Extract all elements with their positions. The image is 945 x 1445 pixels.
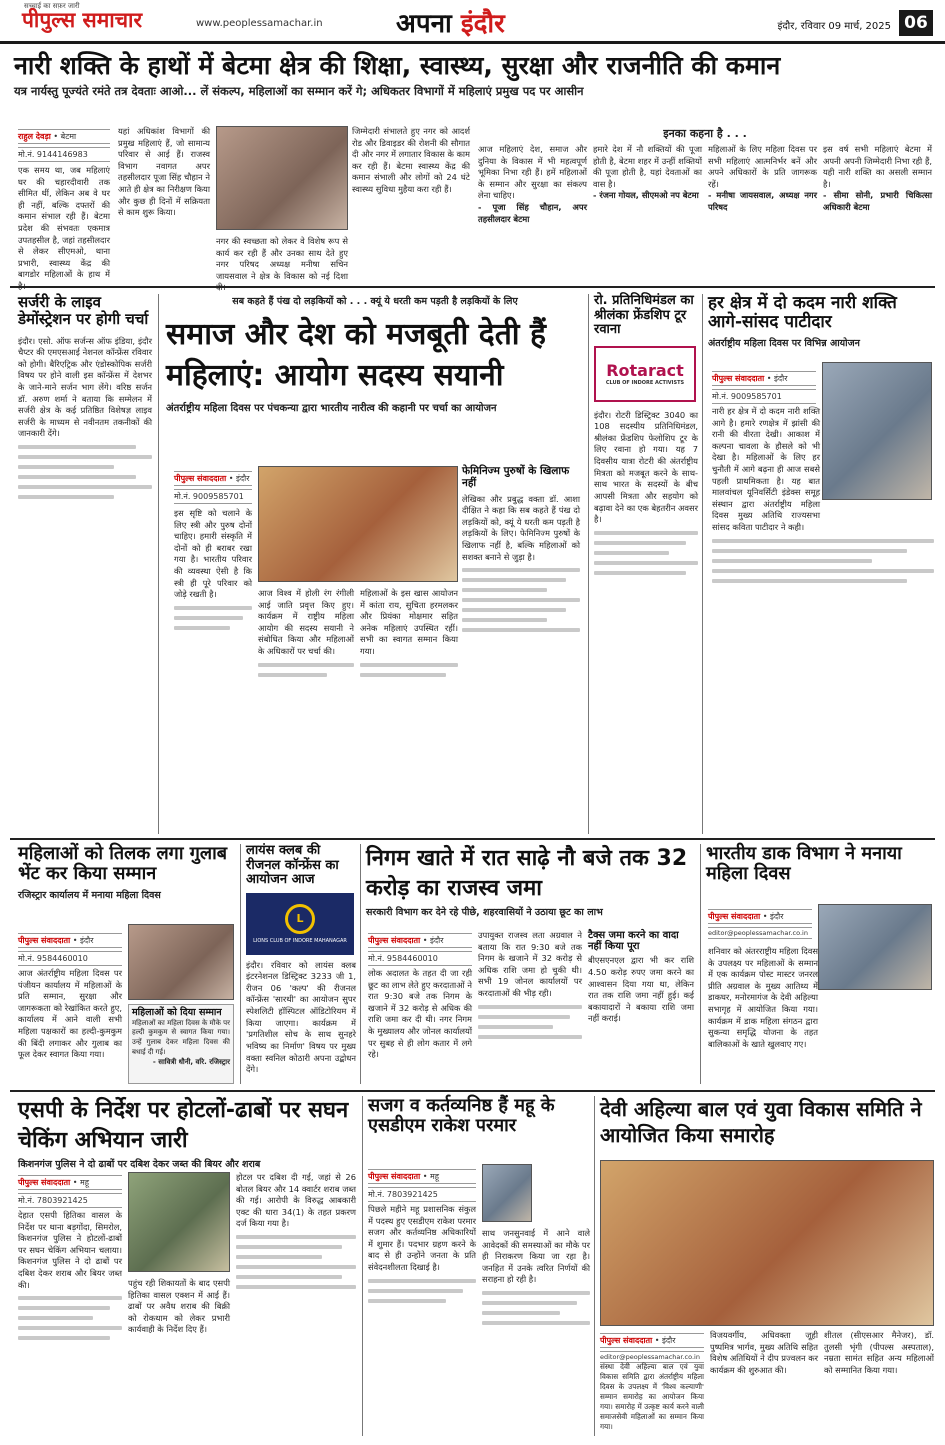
daak-text: शनिवार को अंतरराष्ट्रीय महिला दिवस के उपलक्ष्य पर महिलाओं के सम्मान में एक कार्यक्रम पोस्ट मास्टर जनरल प्रीति अग्रवाल के मुख्य आतिथ्य में डाकघर, मनोरमागंज के देवी अहिल्या सभागृह में आयोजित किया गया। कार्यक्रम में डाक महिला संगठन द्वारा सुकन्या समृद्धि योजना के तहत बालिकाओं के खाते खुलवाए गए। (708, 946, 818, 1049)
ahilya-col-3 (824, 1330, 934, 1436)
ayog-subhead: अंतर्राष्ट्रीय महिला दिवस पर पंचकन्या द्वारा भारतीय नारीत्व की कहानी पर चर्चा का आयोजन (166, 403, 497, 414)
sp-col-2-text: पहुंच रही शिकायतों के बाद एसपी हितिका वासल एक्शन में आई हैं। ढाबों पर अवैध शराब की बिक्री को रोकथाम को लेकर प्रभारी कार्यवाही के निर्देश दिए हैं। (128, 1278, 230, 1335)
mhow-byline-box (368, 1166, 476, 1198)
rotary-text: इंदौर। रोटरी डिस्ट्रिक्ट 3040 का 108 सदस्यीय प्रतिनिधिमंडल, श्रीलंका फ्रेंडशिप फेलोशिप टूर के लिए रवाना हो गया। यह 7 दिवसीय यात्रा रोटरी की अंतर्राष्ट्रीय मित्रता को मजबूत करने के साथ-साथ भारत के सदस्यों के बीच आपसी मित्रता और सहयोग को बढ़ावा देने का एक बेहतरीन अवसर है। (594, 409, 698, 525)
lead-col-3 (216, 236, 348, 281)
ahilya-byline: पीपुल्स संवाददाता • इंदौर (600, 1333, 704, 1348)
lead-headline: नारी शक्ति के हाथों में बेटमा क्षेत्र की शिक्षा, स्वास्थ्य, सुरक्षा और राजनीति की कमान (14, 51, 781, 80)
sp-byline-box (18, 1172, 122, 1204)
nigam-phone: मो.नं. 9584460010 (368, 951, 472, 966)
sp-col-3 (236, 1172, 356, 1436)
rotaract-logo: Rotaract CLUB OF INDORE ACTIVISTS (594, 346, 696, 402)
mhow-headline: सजग व कर्तव्यनिष्ठ हैं महू के एसडीएम राकेश परमार (368, 1095, 555, 1137)
masthead (0, 0, 945, 44)
saansad-text-box (712, 406, 934, 832)
nigam-side-title: टैक्स जमा करने का वादा नहीं किया पूरा (588, 930, 679, 953)
divider (158, 294, 159, 834)
lead-col-1-text: एक समय था, जब महिलाएं घर की चहारदीवारी तक सीमित थीं, लेकिन अब वे घर ही नहीं, बल्कि दफ्तरों की कमान संभाल रही हैं। बेटमा प्रदेश की संभवतः एकमात्र उपतहसील है, जहां तहसीलदार से लेकर सीएमओ, थाना प्रभारी, स्वास्थ्य केंद्र की बागडोर महिलाओं के हाथ में (18, 165, 110, 280)
daak-email[interactable]: editor@peoplessamachar.co.in (708, 927, 812, 939)
quote-2: हमारे देश में नौ शक्तियों की पूजा होती है, बेटमा शहर में उन्हीं शक्तियों की पूजा होती है, यहां देवताओं का वास है। - रंजना गोयल, सीएमओ नप बेटमा (593, 144, 702, 201)
divider (702, 294, 703, 834)
sp-headline: एसपी के निर्देश पर होटलों-ढाबों पर सघन चेकिंग अभियान जारी (18, 1098, 349, 1153)
sp-col-1-text: देहात एसपी हितिका वासल के निर्देश पर थाना बड़गोंदा, सिमरोल, किशनगंज पुलिस ने होटलों-ढाबों पर सघन चेकिंग अभियान चलाया। किशनगंज पुलिस ने दो ढाबों पर दबिश देकर शराब और बियर जब्त की। (18, 1210, 122, 1290)
saansad-byline: पीपुल्स संवाददाता • इंदौर (712, 371, 816, 386)
lead-col-2 (118, 126, 210, 276)
ayog-feminism (462, 466, 580, 832)
tilak-headline: महिलाओं को तिलक लगा गुलाब भेंट कर किया सम्मान (18, 843, 228, 885)
brand-tagline: सच्चाई का सफ़र जारी (24, 2, 80, 10)
ahilya-headline: देवी अहिल्या बाल एवं युवा विकास समिति ने आयोजित किया समारोह (600, 1097, 922, 1147)
surgery-headline: सर्जरी के लाइव डेमोंस्ट्रेशन पर होगी चर्चा (18, 293, 149, 328)
divider (10, 286, 935, 288)
lead-phone: मो.नं. 9144146983 (18, 147, 110, 162)
saansad-headline: हर क्षेत्र में दो कदम नारी शक्ति आगे-सांसद पाटीदार (708, 293, 897, 333)
feminism-text: लेखिका और प्रबुद्ध वक्ता डॉ. आशा दीक्षित ने कहा कि सब कहते हैं पंख दो लड़कियों को, क्यूं ये धरती कम पड़ती है लड़कियों के लिए। फेमिनिज्म पुरुषों के खिलाफ नहीं है, बल्कि महिलाओं को सशक्त बनाने से जुड़ा है। (462, 493, 580, 562)
nigam-side-text: बीएसएनएल द्वारा भी कर राशि 4.50 करोड़ रुपए जमा करने का आश्वासन दिया गया था, लेकिन रात तक राशि जमा नहीं हुई। कई बकायादारों ने बकाया राशि जमा नहीं कराई। (588, 955, 694, 1024)
ayog-kicker: सब कहते हैं पंख दो लड़कियों को . . . क्यूं ये धरती कम पड़ती है लड़कियों के लिए (232, 296, 518, 307)
section-title: अपना इंदौर (396, 9, 505, 39)
rotary-story (594, 294, 698, 834)
sp-col-1 (18, 1210, 122, 1436)
lions-headline: लायंस क्लब की रीजनल कॉन्फ्रेंस का आयोजन आज (246, 843, 339, 888)
daak-text-box (708, 946, 934, 1084)
lead-col-2-text: यहां अधिकांश विभागों की प्रमुख महिलाएं हैं, जो सामान्य परिवार से आई हैं। राजस्व विभाग नवागत अपर तहसीलदार पूजा सिंह चौहान ने आते ही क्षेत्र का निरीक्षण किया और कुछ ही दिनों में सक्रियता से काम शुरू किया। (118, 126, 210, 218)
quote-3: महिलाओं के लिए महिला दिवस पर सभी महिलाएं आत्मनिर्भर बनें और अपने अधिकारों के प्रति जागरूक रहें। - मनीषा जायसवाल, अध्यक्ष नगर परिषद (708, 144, 817, 213)
nigam-subhead: सरकारी विभाग कर देने रहे पीछे, शहरवासियों ने उठाया छूट का लाभ (366, 907, 603, 919)
daak-headline: भारतीय डाक विभाग ने मनाया महिला दिवस (706, 843, 902, 885)
ayog-col-2 (258, 588, 354, 832)
lead-col-1 (18, 126, 110, 280)
ayog-col-2-text: आज विश्व में होली रंग रंगीली आई जाति प्रवृत्त किए हुए। कार्यक्रम में राष्ट्रीय महिला आयोग की सदस्य सयानी ने संबोधित किया और महिलाओं के अधिकारों पर चर्चा की। (258, 588, 354, 657)
mhow-col-1-text: पिछले महीने महू प्रशासनिक संकुल में पदस्थ हुए एसडीएम राकेश परमार सजग और कर्तव्यनिष्ठ अधिकारियों में शुमार हैं। पदभार ग्रहण करने के बाद से ही उन्होंने जनता के प्रति संवेदनशीलता दिखाई है। (368, 1204, 476, 1273)
surgery-text: इंदौर। एसो. ऑफ सर्जन्स ऑफ इंडिया, इंदौर चैप्टर की एमएसआई नेशनल कॉन्फ्रेंस रविवार को होगी। बैरिएट्रिक और एंडोस्कोपिक सर्जरी विषय पर होने वाली इस कॉन्फ्रेंस में देशभर के जाने-माने सर्जन भाग लेंगे। वरिष्ठ सर्जन डॉ. अरुण शर्मा ने बताया कि सम्मेलन में सर्जरी क्षेत्र के कई प्रतिष्ठित विशेषज्ञ लाइव सर्जरी के माध्यम से नवीनतम तकनीकों की जानकारी देंगे। (18, 335, 152, 439)
ayog-col-1 (174, 508, 252, 832)
ayog-byline-box (174, 468, 252, 502)
sp-byline: पीपुल्स संवाददाता • महू (18, 1175, 122, 1190)
ahilya-col-2-text: विजयवर्गीय, अधिवक्ता जूही पुष्पमित्र भार्गव, मुख्य अतिथि सहित विशेष अतिथियों ने दीप प्रज्वलन कर कार्यक्रम की शुरुआत की। (710, 1330, 818, 1375)
tilak-phone: मो.नं. 9584460010 (18, 951, 122, 966)
nigam-col-2 (478, 930, 582, 1084)
ahilya-col-1-text: संस्था देवी अहिल्या बाल एवं युवा विकास समिति द्वारा अंतर्राष्ट्रीय महिला दिवस के उपलक्ष्य में 'विश्व कल्याणी' सम्मान समारोह का आयोजन किया गया। समारोह में उत्कृष्ट कार्य करने वाली समाजसेवी महिलाओं का सम्मान किया गया। (600, 1362, 704, 1432)
website-url[interactable]: www.peoplessamachar.in (196, 18, 323, 29)
newspaper-logo: पीपुल्स समाचार (22, 8, 143, 32)
daak-byline: पीपुल्स संवाददाता • इंदौर (708, 909, 812, 924)
lead-col-4-text: जिम्मेदारी संभालते हुए नगर को आदर्श रोड और डिवाइडर की रोशनी की सौगात दी और नगर में लगातार विकास के काम कर रही हैं। बेटमा स्वास्थ्य केंद्र की कमान संभाली और लोगों को 24 घंटे स्वास्थ्य सुविधा मुहैया करा रही हैं। (352, 126, 470, 195)
divider (10, 1090, 935, 1092)
mhow-col-2-text: साथ जनसुनवाई में आने वाले आवेदकों की समस्याओं का मौके पर ही निराकरण किया जा रहा है। जनहित में उनके त्वरित निर्णयों की सराहना हो रही है। (482, 1228, 590, 1285)
nigam-col-1-text: लोक अदालत के तहत दी जा रही छूट का लाभ लेते हुए करदाताओं ने रात 9:30 बजे तक निगम के खजाने में 32 करोड़ से अधिक की राशि जमा कर दी थी। नगर निगम के मुख्यालय और जोनल कार्यालयों पर सुबह से ही लोग कतार में लगे रहे। (368, 968, 472, 1060)
rotary-headline: रो. प्रतिनिधिमंडल का श्रीलंका फ्रेंडशिप टूर रवाना (594, 293, 694, 338)
ayog-byline: पीपुल्स संवाददाता • इंदौर (174, 471, 252, 486)
tilak-box-by: - सावित्री धौनी, वरि. रजिस्ट्रार (152, 1057, 230, 1066)
lead-byline: राहुल देवड़ा • बेटमा (18, 129, 110, 144)
tilak-box-title: महिलाओं को दिया सम्मान (132, 1007, 222, 1018)
ayog-col-1-text: इस सृष्टि को चलाने के लिए स्त्री और पुरुष दोनों चाहिए। हमारी संस्कृति में दोनों को ही बराबर रखा गया है। भारतीय परिवार की व्यवस्था ऐसी है कि स्त्री ही पूरे परिवार को जोड़े रखती है। (174, 508, 252, 600)
mhow-col-1 (368, 1204, 476, 1436)
ayog-phone: मो.नं. 9009585701 (174, 489, 252, 504)
nigam-byline-box (368, 930, 472, 962)
saansad-subhead: अंतर्राष्ट्रीय महिला दिवस पर विभिन्न आयोजन (708, 338, 860, 350)
surgery-story (18, 294, 152, 832)
sdm-portrait (482, 1164, 532, 1222)
lead-photo (216, 126, 348, 230)
saansad-text: नारी हर क्षेत्र में दो कदम नारी शक्ति आगे है। हमारे रणक्षेत्र में झांसी की रानी की वीरता देखी। आकाश में कल्पना चावला के हौसले को भी देखा है। महिलाओं के लिए हर चुनौती में आगे बढ़ना ही आज सबसे पहली प्राथमिकता है। यह बात मालवांचल यूनिवर्सिटी इंडेक्स समूह संस्थान द्वारा अंतर्राष्ट्रीय महिला दिवस मुख्य अतिथि राज्यसभा सांसद कविता पाटीदार ने कही। (712, 406, 820, 533)
tilak-box-text: महिलाओं का महिला दिवस के मौके पर हल्दी कुमकुम से स्वागत किया गया। उन्हें गुलाब देकर महिला दिवस की बधाई दी गई। (132, 1018, 230, 1057)
page-number: 06 (899, 10, 933, 36)
ayog-col-3 (360, 588, 458, 832)
divider (362, 1096, 363, 1436)
nigam-headline: निगम खाते में रात साढ़े नौ बजे तक 32 करोड़ का राजस्व जमा (366, 846, 688, 901)
tilak-byline-box (18, 930, 122, 962)
sp-col-2 (128, 1278, 230, 1436)
quotes-label: इनका कहना है . . . (663, 127, 747, 140)
ahilya-col-3-text: शीतल (सीएसआर मैनेजर), डॉ. तुलसी भृंगी (पीपल्स अस्पताल), नम्रता सामंत सहित अन्य महिलाओं को सम्मानित किया गया। (824, 1330, 934, 1375)
ahilya-col-2 (710, 1330, 818, 1436)
dateline: इंदौर, रविवार 09 मार्च, 2025 (777, 21, 891, 32)
mhow-phone: मो.नं. 7803921425 (368, 1187, 476, 1202)
divider (240, 844, 241, 1084)
quote-4: इस वर्ष सभी महिलाएं बेटमा में अपनी अपनी जिम्मेदारी निभा रही हैं, यही नारी शक्ति का असली सम्मान है। - सीमा सोनी, प्रभारी चिकित्सा अधिकारी बेटमा (823, 144, 932, 213)
lions-text: इंदौर। रविवार को लायंस क्लब इंटरनेशनल डिस्ट्रिक्ट 3233 जी 1, रीजन 06 'कल्प' की रीजनल कॉन्फ्रेंस 'सारथी' का आयोजन सुपर स्पेशलिटी हॉस्पिटल ऑडिटोरियम में किया जाएगा। कार्यक्रम में 'प्रगतिशील सोच के साथ सुनहरे भविष्य का निर्माण' विषय पर मुख्य वक्ता स्वनिल कोठारी अपना उद्बोधन देंगे। (246, 959, 356, 1075)
lead-col-4 (352, 126, 470, 276)
ahilya-byline-box (600, 1330, 704, 1361)
feminism-title: फेमिनिज्म पुरुषों के खिलाफ नहीं (462, 465, 570, 489)
nigam-byline: पीपुल्स संवाददाता • इंदौर (368, 933, 472, 948)
quote-1: आज महिलाएं देश, समाज और दुनिया के विकास में भी महत्वपूर्ण भूमिका निभा रही हैं। हमें महिलाओं के सम्मान और सुरक्षा का संकल्प लेना चाहिए। - पूजा सिंह चौहान, अपर तहसीलदार बेटमा (478, 144, 587, 224)
lead-quotes (478, 126, 932, 278)
saansad-byline-box (712, 368, 816, 400)
lead-col-3-text: नगर की स्वच्छता को लेकर वे विशेष रूप से कार्य कर रही हैं और उनका साथ देते हुए नगर परिषद अध्यक्ष मनीषा सचिन जायसवाल ने क्षेत्र के विकास को नई दिशा (216, 236, 348, 281)
divider (700, 844, 701, 1084)
nigam-col-1 (368, 968, 472, 1084)
lions-story (246, 844, 356, 1084)
lead-subhead: यत्र नार्यस्तु पूज्यंते रमंते तत्र देवताः आओ... लें संकल्प, महिलाओं का सम्मान करें गे; अधिकतर विभागों में महिलाएं प्रमुख पद पर आसीन (14, 84, 584, 98)
sp-phone: मो.नं. 7803921425 (18, 1193, 122, 1208)
daak-byline-box (708, 906, 812, 940)
sp-photo (128, 1172, 230, 1272)
tilak-byline: पीपुल्स संवाददाता • इंदौर (18, 933, 122, 948)
sp-subhead: किशनगंज पुलिस ने दो ढाबों पर दबिश देकर जब्त की बियर और शराब (18, 1159, 261, 1171)
lions-club-logo: L LIONS CLUB OF INDORE MAHANAGAR (246, 893, 354, 955)
tilak-text-box (18, 968, 122, 1082)
divider (360, 844, 361, 1084)
ahilya-col-1 (600, 1362, 704, 1436)
saansad-phone: मो.नं. 9009585701 (712, 389, 816, 404)
mhow-byline: पीपुल्स संवाददाता • महू (368, 1169, 476, 1184)
ayog-col-3-text: महिलाओं के इस खास आयोजन में कांता राय, सुचिता हरमलकर और प्रियंका मोक्षमार सहित अनेक महिलाएं उपस्थित रहीं। सभी का स्वागत सम्मान किया गया। (360, 588, 458, 657)
ahilya-email[interactable]: editor@peoplessamachar.co.in (600, 1351, 704, 1363)
divider (594, 1096, 595, 1436)
tilak-subhead: रजिस्ट्रार कार्यालय में मनाया महिला दिवस (18, 890, 161, 902)
mhow-col-2 (482, 1228, 590, 1436)
divider (588, 294, 589, 834)
tilak-text: आज अंतर्राष्ट्रीय महिला दिवस पर पंजीयन कार्यालय में महिलाओं के प्रति सम्मान, सुरक्षा और जागरूकता को रेखांकित करते हुए, कार्यालय में आने वाली सभी महिला पक्षकारों का हल्दी-कुमकुम की बिंदी लगाकर और गुलाब का फूल देकर स्वागत किया गया। (18, 968, 122, 1060)
nigam-side (588, 930, 694, 1084)
divider (10, 838, 935, 840)
nigam-col-2-text: उपायुक्त राजस्व लता अग्रवाल ने बताया कि रात 9:30 बजे तक निगम के खजाने में 32 करोड़ से अधिक राशि जमा हो चुकी थी। सभी 19 जोनल कार्यालयों पर करदाताओं की भीड़ रही। (478, 930, 582, 999)
ayog-event-photo (258, 466, 458, 582)
ahilya-group-photo (600, 1160, 934, 1326)
ayog-headline: समाज और देश को मजबूती देती हैं महिलाएं: आयोग सदस्य सयानी (166, 317, 546, 393)
tilak-box (128, 1004, 234, 1084)
tilak-photo (128, 924, 234, 1000)
sp-col-3-text: होटल पर दबिश दी गई, जहां से 26 बोतल बियर और 14 क्वार्टर शराब जब्त की गई। आरोपी के विरुद्ध आबकारी एक्ट की धारा 34(1) के तहत प्रकरण दर्ज किया गया है। (236, 1172, 356, 1229)
section-title-accent: इंदौर (460, 9, 505, 39)
